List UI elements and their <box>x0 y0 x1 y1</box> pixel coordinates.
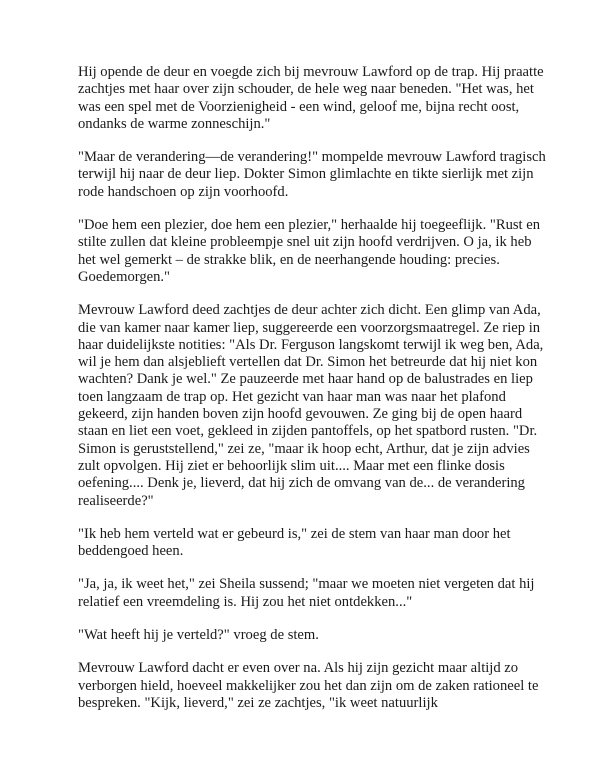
paragraph: "Doe hem een plezier, doe hem een plezier," herhaalde hij toegeeflijk. "Rust en stilte zullen dat kleine probleempje snel uit zijn hoofd verdrijven. O ja, ik heb het wel gemerkt – de strakke blik, en de neerhangende houding: precies. Goedemorgen." <box>78 217 541 285</box>
paragraph: "Ja, ja, ik weet het," zei Sheila sussend; "maar we moeten niet vergeten dat hij relatief een vreemdeling is. Hij zou het niet ontdekken..." <box>78 576 535 610</box>
document-page <box>78 64 548 728</box>
paragraph: Mevrouw Lawford deed zachtjes de deur achter zich dicht. Een glimp van Ada, die van kamer naar kamer liep, suggereerde een voorzorgsmaatregel. Ze riep in haar duidelijkste notities: "Als Dr. Ferguson langskomt terwijl ik weg ben, Ada, wil je hem dan alsjeblieft vertellen dat Dr. Simon het betreurde dat hij niet kon wachten? Dank je wel." Ze pauzeerde met haar hand op de balustrades en liep toen langzaam de trap op. Het gezicht van haar man was naar het plafond gekeerd, zijn handen boven zijn hoofd gevouwen. Ze ging bij de open haard staan en liet een voet, gekleed in zijden pantoffels, op het spatbord rusten. "Dr. Simon is geruststellend," zei ze, "maar ik hoop echt, Arthur, dat je zijn advies zult opvolgen. Hij ziet er behoorlijk slim uit.... Maar met een flinke dosis oefening.... Denk je, lieverd, dat hij zich de omvang van de... de verandering realiseerde?" <box>78 302 544 509</box>
paragraph: "Wat heeft hij je verteld?" vroeg de stem. <box>78 627 319 644</box>
paragraph: Mevrouw Lawford dacht er even over na. Als hij zijn gezicht maar altijd zo verborgen hield, hoeveel makkelijker zou het dan zijn om de zaken rationeel te bespreken. "Kijk, lieverd," zei ze zachtjes, "ik weet natuurlijk <box>78 660 539 711</box>
paragraph: "Maar de verandering—de verandering!" mompelde mevrouw Lawford tragisch terwijl hij naar de deur liep. Dokter Simon glimlachte en tikte sierlijk met zijn rode handschoen op zijn voorhoofd. <box>78 149 546 200</box>
paragraph: "Ik heb hem verteld wat er gebeurd is," zei de stem van haar man door het beddengoed heen. <box>78 525 511 560</box>
paragraph: Hij opende de deur en voegde zich bij mevrouw Lawford op de trap. Hij praatte zachtjes met haar over zijn schouder, de hele weg naar beneden. "Het was, het was een spel met de Voorzienigheid - een wind, geloof me, bijna recht oost, ondanks de warme zonneschijn." <box>78 64 544 132</box>
